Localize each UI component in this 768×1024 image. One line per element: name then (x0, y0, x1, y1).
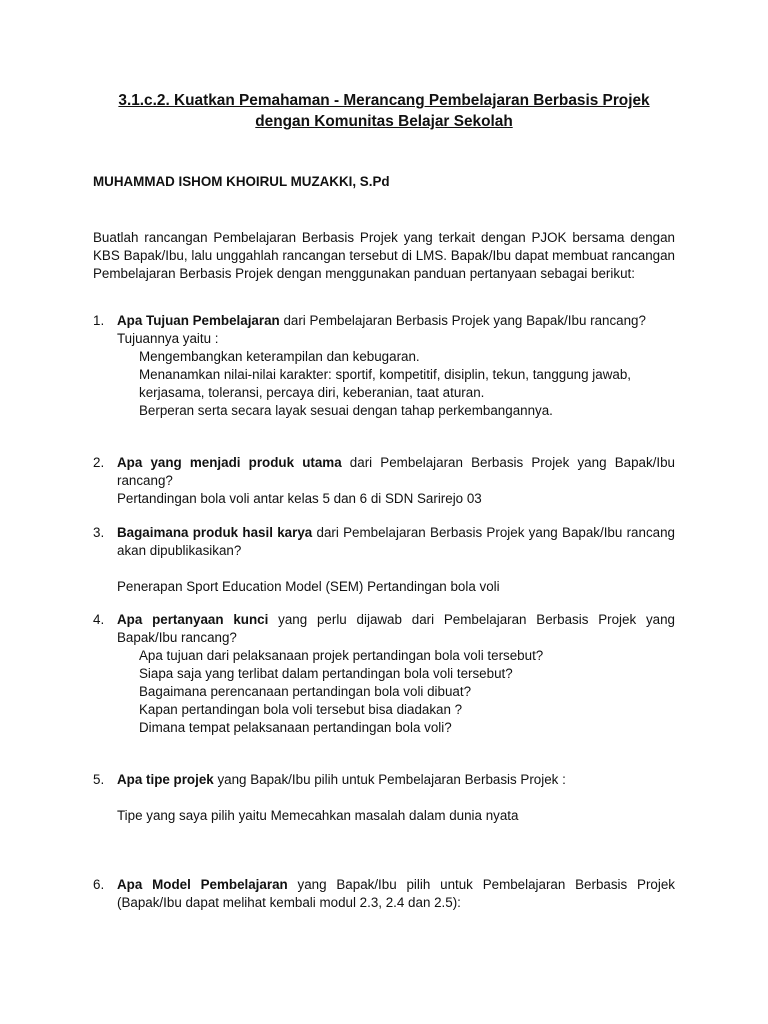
question-bold: Apa yang menjadi produk utama (117, 455, 342, 470)
answer-line: Tipe yang saya pilih yaitu Memecahkan masalah dalam dunia nyata (117, 808, 519, 823)
question-rest: yang perlu dijawab dari Pembelajaran Berbasis Projek yang Bapak/Ibu rancang? (117, 612, 675, 645)
question-rest: dari Pembelajaran Berbasis Projek yang Bapak/Ibu rancang akan dipublikasikan? (117, 525, 675, 558)
document-title (93, 90, 675, 132)
question-bold: Bagaimana produk hasil karya (117, 525, 313, 540)
question-rest: dari Pembelajaran Berbasis Projek yang Bapak/Ibu rancang? (117, 455, 675, 488)
intro-paragraph: Buatlah rancangan Pembelajaran Berbasis Projek yang terkait dengan PJOK bersama dengan KBS Bapak/Ibu, lalu unggahlah rancangan tersebut di LMS. Bapak/Ibu dapat membuat rancangan Pembelajaran Berbasis Projek dengan menggunakan panduan pertanyaan sebagai berikut: (93, 230, 675, 281)
item-number: 4. (93, 612, 105, 627)
title-line-2: dengan Komunitas Belajar Sekolah (255, 113, 513, 130)
author-name: MUHAMMAD ISHOM KHOIRUL MUZAKKI, S.Pd (93, 174, 390, 189)
answer-line: Mengembangkan keterampilan dan kebugaran. (139, 349, 420, 364)
answer-intro: Tujuannya yaitu : (117, 331, 219, 346)
item-question (117, 876, 675, 912)
question-bold: Apa Tujuan Pembelajaran (117, 313, 280, 328)
title-line-1: 3.1.c.2. Kuatkan Pemahaman - Merancang Pembelajaran Berbasis Projek (118, 92, 650, 109)
answer-line: Berperan serta secara layak sesuai dengan tahap perkembangannya. (139, 403, 553, 418)
answer-line: Kapan pertandingan bola voli tersebut bisa diadakan ? (139, 702, 463, 717)
answer-line: Pertandingan bola voli antar kelas 5 dan 6 di SDN Sarirejo 03 (117, 491, 482, 506)
item-number: 3. (93, 525, 105, 540)
item-number: 5. (93, 772, 105, 787)
item-question (117, 611, 675, 647)
answer-line: Bagaimana perencanaan pertandingan bola voli dibuat? (139, 684, 472, 699)
answer-line: Menanamkan nilai-nilai karakter: sportif, kompetitif, disiplin, tekun, tanggung jawab, (139, 367, 631, 382)
question-bold: Apa pertanyaan kunci (117, 612, 269, 627)
question-bold: Apa Model Pembelajaran (117, 877, 288, 892)
answer-line: Penerapan Sport Education Model (SEM) Pertandingan bola voli (117, 579, 500, 594)
question-rest: dari Pembelajaran Berbasis Projek yang Bapak/Ibu rancang? (279, 313, 646, 328)
item-number: 1. (93, 313, 105, 328)
item-number: 6. (93, 877, 105, 892)
item-question (117, 454, 675, 490)
question-bold: Apa tipe projek (117, 772, 214, 787)
item-question (117, 312, 675, 330)
answer-line: Dimana tempat pelaksanaan pertandingan bola voli? (139, 720, 452, 735)
item-question (117, 771, 675, 789)
answer-line: Siapa saja yang terlibat dalam pertandingan bola voli tersebut? (139, 666, 513, 681)
question-rest: yang Bapak/Ibu pilih untuk Pembelajaran Berbasis Projek (Bapak/Ibu dapat melihat kembali modul 2.3, 2.4 dan 2.5): (117, 877, 675, 910)
answer-line: Apa tujuan dari pelaksanaan projek pertandingan bola voli tersebut? (139, 648, 544, 663)
item-question (117, 524, 675, 560)
item-number: 2. (93, 455, 105, 470)
question-rest: yang Bapak/Ibu pilih untuk Pembelajaran Berbasis Projek : (213, 772, 566, 787)
answer-line: kerjasama, toleransi, percaya diri, keberanian, taat aturan. (139, 385, 485, 400)
